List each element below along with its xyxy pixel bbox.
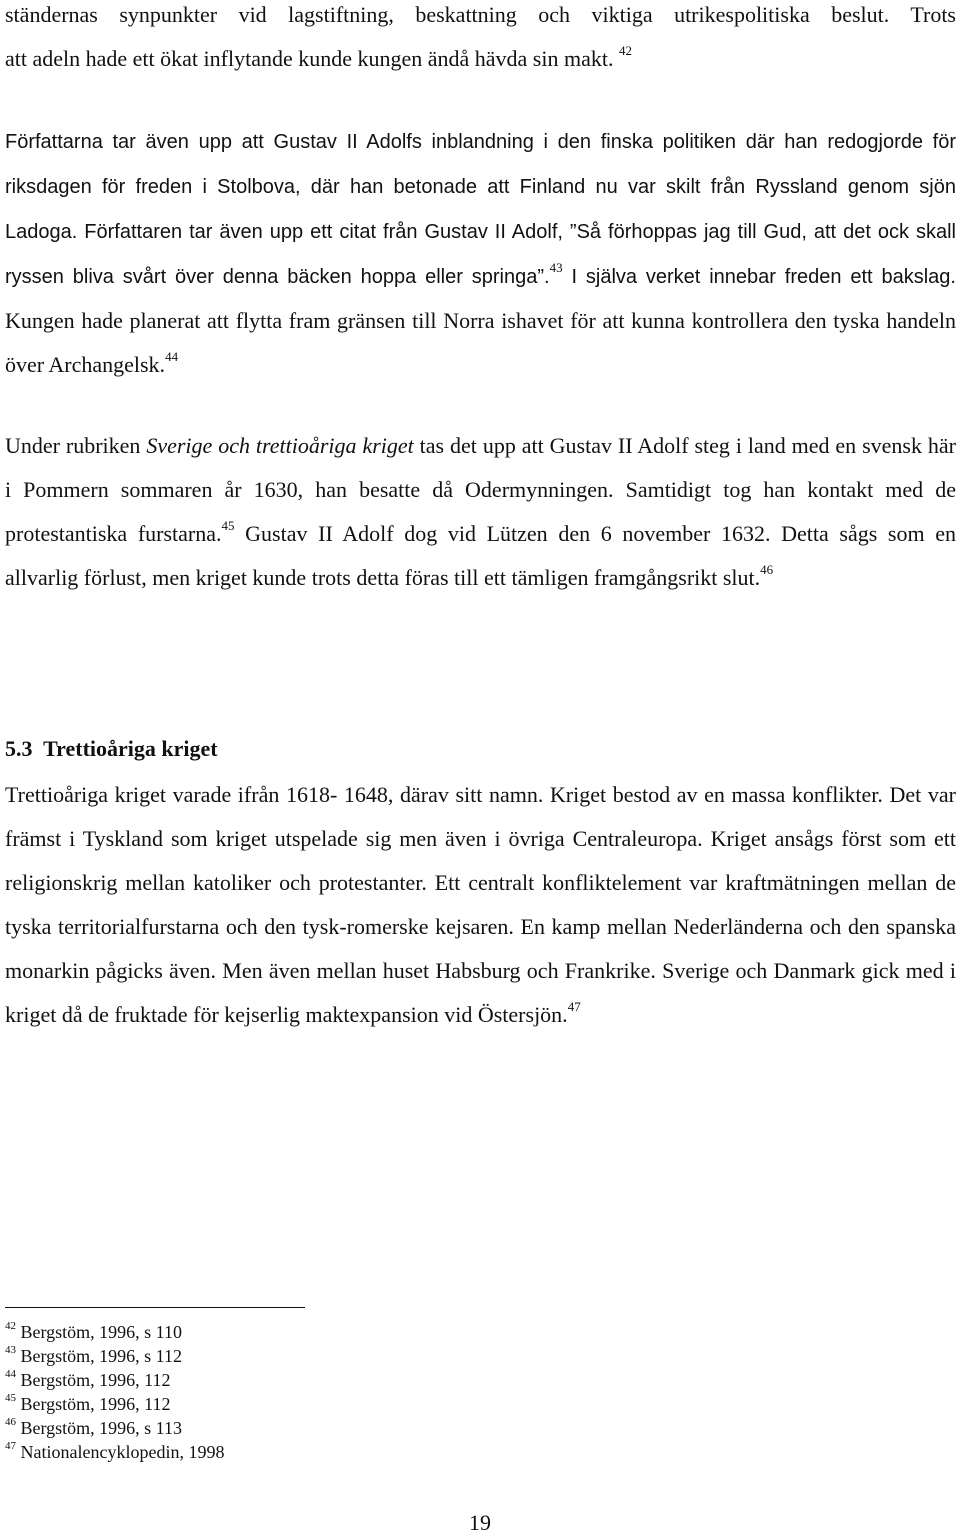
footnote-number: 43	[5, 1344, 16, 1356]
paragraph-intro-line2	[5, 37, 956, 81]
footnote-text: Bergstöm, 1996, s 112	[20, 1346, 183, 1366]
footnote-ref-47: 47	[567, 998, 581, 1014]
footnote-text: Bergstöm, 1996, s 110	[20, 1322, 183, 1342]
footnote-text: Nationalencyklopedin, 1998	[20, 1442, 225, 1462]
paragraph-stolbova-text4: Kungen hade planerat att flytta fram gränsen till Norra ishavet för att kunna kontrollera den tyska handeln över Archangelsk.	[5, 308, 956, 377]
footnote-item	[5, 1368, 224, 1392]
paragraph3-text3: Gustav II Adolf dog vid Lützen den 6 november 1632. Detta sågs som en allvarlig förlust, men kriget kunde trots detta föras till ett tämligen framgångsrikt slut.	[5, 521, 957, 590]
paragraph3-text1: Under rubriken	[5, 433, 147, 458]
footnote-ref-42: 42	[618, 42, 632, 58]
paragraph3-text2: tas det upp att Gustav II Adolf steg i land med en svensk här i Pommern sommaren år 1630, han besatte då Odermynningen. Samtidigt tog han kontakt med de protestantiska furstarna.	[5, 433, 956, 546]
paragraph-stolbova-text1: Författarna tar även upp att Gustav II Adolfs inblandning i den finska politiken där han redogjorde för riksdagen för freden i Stolbova, där han betonade att Finland nu var skilt från Ryssland genom sjön Ladoga.	[5, 131, 956, 243]
footnote-ref-44: 44	[165, 348, 179, 364]
footnote-item	[5, 1392, 224, 1416]
paragraph-section-body	[5, 773, 956, 1037]
footnote-text: Bergstöm, 1996, 112	[20, 1370, 171, 1390]
footnote-item	[5, 1344, 224, 1368]
footnote-number: 42	[5, 1320, 16, 1332]
page-number: 19	[469, 1510, 491, 1535]
paragraph-intro-line1: ständernas synpunkter vid lagstiftning, beskattning och viktiga utrikespolitiska beslut. Trots	[5, 2, 956, 27]
section-body-text: Trettioåriga kriget varade ifrån 1618- 1648, därav sitt namn. Kriget bestod av en massa konflikter. Det var främst i Tyskland som kriget utspelade sig men även i övriga Centraleuropa. Kriget ansågs först som ett religionskrig mellan katoliker och protestanter. Ett centralt konfliktelement var kraftmätningen mellan de tyska territorialfurstarna och den tysk-romerske kejsaren. En kamp mellan Nederländerna och den spanska monarkin pågicks även. Men även mellan huset Habsburg och Frankrike. Sverige och Danmark gick med i kriget då de fruktade för kejserlig maktexpansion vid Östersjön.	[5, 782, 956, 1027]
footnote-number: 44	[5, 1368, 16, 1380]
footnote-item	[5, 1320, 224, 1344]
paragraph-intro-text: att adeln hade ett ökat inflytande kunde kungen ändå hävda sin makt.	[5, 46, 614, 71]
footnote-list	[5, 1320, 224, 1464]
footnote-ref-46: 46	[760, 561, 774, 577]
paragraph-stolbova	[5, 119, 956, 387]
footnote-number: 45	[5, 1392, 16, 1404]
paragraph-stolbova-text3: I själva verket innebar freden ett bakslag.	[562, 266, 956, 288]
section-heading: 5.3 Trettioåriga kriget	[5, 736, 218, 761]
paragraph3-italic-title: Sverige och trettioåriga kriget	[146, 433, 414, 458]
paragraph-stolbova-text2: Författaren tar även upp ett citat från Gustav II Adolf, ”Så förhoppas jag till Gud, att det ock skall ryssen bliva svårt över denna bäcken hoppa eller springa”.	[5, 221, 956, 288]
footnote-separator	[5, 1307, 305, 1308]
footnote-item	[5, 1440, 224, 1464]
paragraph-thirty-years-war-sweden	[5, 424, 956, 600]
footnote-ref-43: 43	[549, 259, 563, 275]
footnote-ref-45: 45	[221, 517, 235, 533]
footnote-item	[5, 1416, 224, 1440]
footnote-text: Bergstöm, 1996, 112	[20, 1394, 171, 1414]
paragraph-intro	[5, 0, 956, 81]
footnote-text: Bergstöm, 1996, s 113	[20, 1418, 183, 1438]
footnote-number: 47	[5, 1440, 16, 1452]
footnote-number: 46	[5, 1416, 16, 1428]
